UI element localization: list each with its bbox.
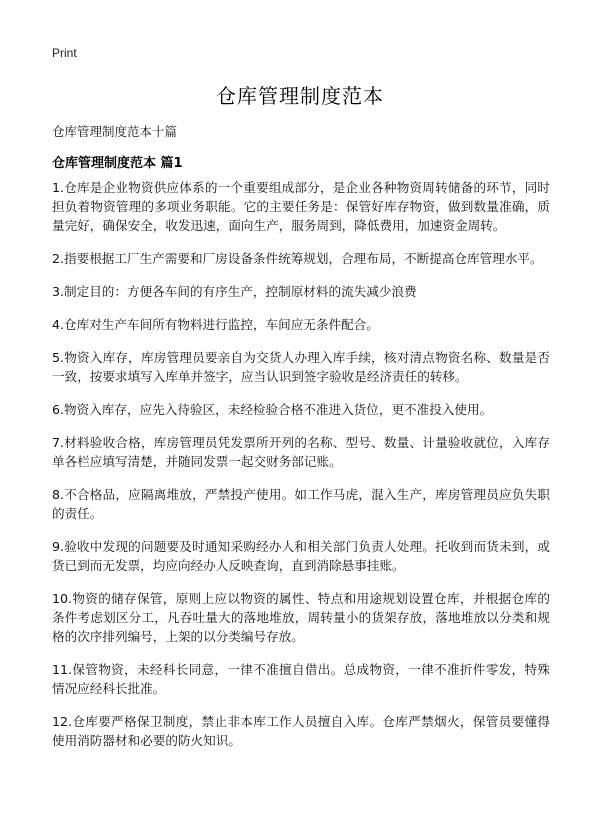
section-heading: 仓库管理制度范本 篇1 — [52, 156, 183, 171]
paragraph-2: 2.指要根据工厂生产需要和厂房设备条件统筹规划，合理布局，不断提高仓库管理水平。 — [52, 251, 543, 266]
document-subtitle: 仓库管理制度范本十篇 — [52, 124, 178, 139]
document-body — [52, 178, 550, 764]
paragraph-8: 8.不合格品，应隔离堆放，严禁投产使用。如工作马虎，混入生产，库房管理员应负失职的责任。 — [52, 487, 550, 521]
paragraph-10: 10.物资的储存保管，原则上应以物资的属性、特点和用途规划设置仓库，并根据仓库的条件考虑划区分工，凡吞吐量大的落地堆放，周转量小的货架存放，落地堆放以分类和规格的次序排列编号，上架的以分类编号存放。 — [52, 591, 550, 644]
print-label: Print — [52, 46, 77, 60]
paragraph-11: 11.保管物资，未经科长同意，一律不准擅自借出。总成物资，一律不准折件零发，特殊情况应经科长批准。 — [52, 662, 550, 696]
paragraph-5: 5.物资入库存，库房管理员要亲自为交货人办理入库手续，核对清点物资名称、数量是否一致，按要求填写入库单并签字，应当认识到签字验收是经济责任的转移。 — [52, 350, 550, 384]
paragraph-9: 9.验收中发现的问题要及时通知采购经办人和相关部门负责人处理。托收到而货未到，或货已到而无发票，均应向经办人反映查询，直到消除悬事挂账。 — [52, 539, 550, 573]
paragraph-7: 7.材料验收合格，库房管理员凭发票所开列的名称、型号、数量、计量验收就位，入库存单各栏应填写清楚，并随同发票一起交财务部记账。 — [52, 435, 550, 469]
paragraph-4: 4.仓库对生产车间所有物料进行监控，车间应无条件配合。 — [52, 317, 379, 332]
paragraph-6: 6.物资入库存，应先入待验区，未经检验合格不准进入货位，更不准投入使用。 — [52, 402, 493, 417]
document-title: 仓库管理制度范本 — [216, 84, 384, 108]
paragraph-3: 3.制定目的：方便各车间的有序生产，控制原材料的流失减少浪费 — [52, 284, 417, 299]
paragraph-1: 1.仓库是企业物资供应体系的一个重要组成部分，是企业各种物资周转储备的环节，同时担负着物资管理的多项业务职能。它的主要任务是：保管好库存物资，做到数量准确，质量完好，确保安全，收发迅速，面向生产，服务周到，降低费用，加速资金周转。 — [52, 180, 550, 233]
paragraph-12: 12.仓库要严格保卫制度，禁止非本库工作人员擅自入库。仓库严禁烟火，保管员要懂得使用消防器材和必要的防火知识。 — [52, 714, 550, 748]
